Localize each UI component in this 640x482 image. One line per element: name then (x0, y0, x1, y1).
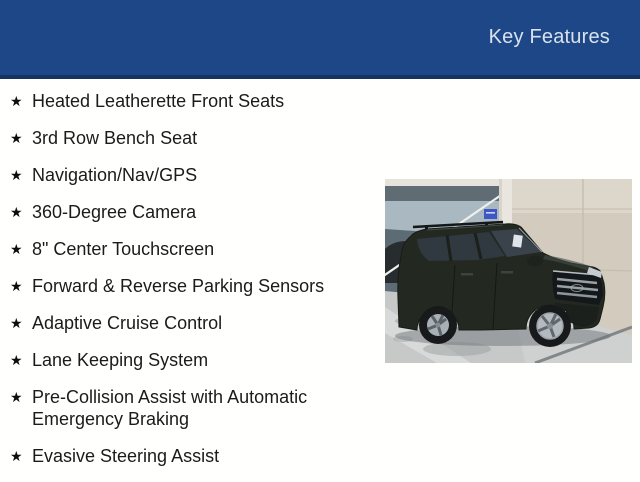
rear-wheel (419, 306, 457, 344)
feature-item (10, 90, 382, 112)
feature-item (10, 349, 382, 371)
star-bullet-icon: ★ (10, 278, 23, 294)
star-bullet-icon: ★ (10, 93, 23, 109)
star-bullet-icon: ★ (10, 448, 23, 464)
feature-text: 8" Center Touchscreen (32, 239, 215, 259)
feature-item (10, 164, 382, 186)
star-bullet-icon: ★ (10, 315, 23, 331)
blue-sign (484, 209, 497, 219)
star-bullet-icon: ★ (10, 167, 23, 183)
star-bullet-icon: ★ (10, 204, 23, 220)
feature-text: Evasive Steering Assist (32, 446, 220, 466)
feature-item (10, 275, 382, 297)
feature-item (10, 238, 382, 260)
feature-item (10, 127, 382, 149)
feature-text: Navigation/Nav/GPS (32, 165, 198, 185)
feature-text: Adaptive Cruise Control (32, 313, 223, 333)
star-bullet-icon: ★ (10, 352, 23, 368)
front-wheel (529, 305, 571, 347)
page-title: Key Features (488, 26, 610, 48)
feature-text: Lane Keeping System (32, 350, 209, 370)
key-features-header (0, 0, 640, 79)
windshield-sticker (512, 235, 523, 248)
feature-item (10, 386, 382, 430)
feature-item (10, 312, 382, 334)
feature-text: Pre-Collision Assist with Automatic Emergency Braking (32, 387, 308, 429)
feature-text: 360-Degree Camera (32, 202, 197, 222)
vehicle-photo (385, 179, 632, 363)
feature-text: 3rd Row Bench Seat (32, 128, 198, 148)
feature-list (10, 88, 382, 482)
vehicle-photo-illustration (385, 179, 632, 363)
star-bullet-icon: ★ (10, 241, 23, 257)
feature-text: Heated Leatherette Front Seats (32, 91, 285, 111)
star-bullet-icon: ★ (10, 130, 23, 146)
feature-item (10, 445, 382, 467)
feature-text: Forward & Reverse Parking Sensors (32, 276, 325, 296)
star-bullet-icon: ★ (10, 389, 23, 405)
feature-item (10, 201, 382, 223)
